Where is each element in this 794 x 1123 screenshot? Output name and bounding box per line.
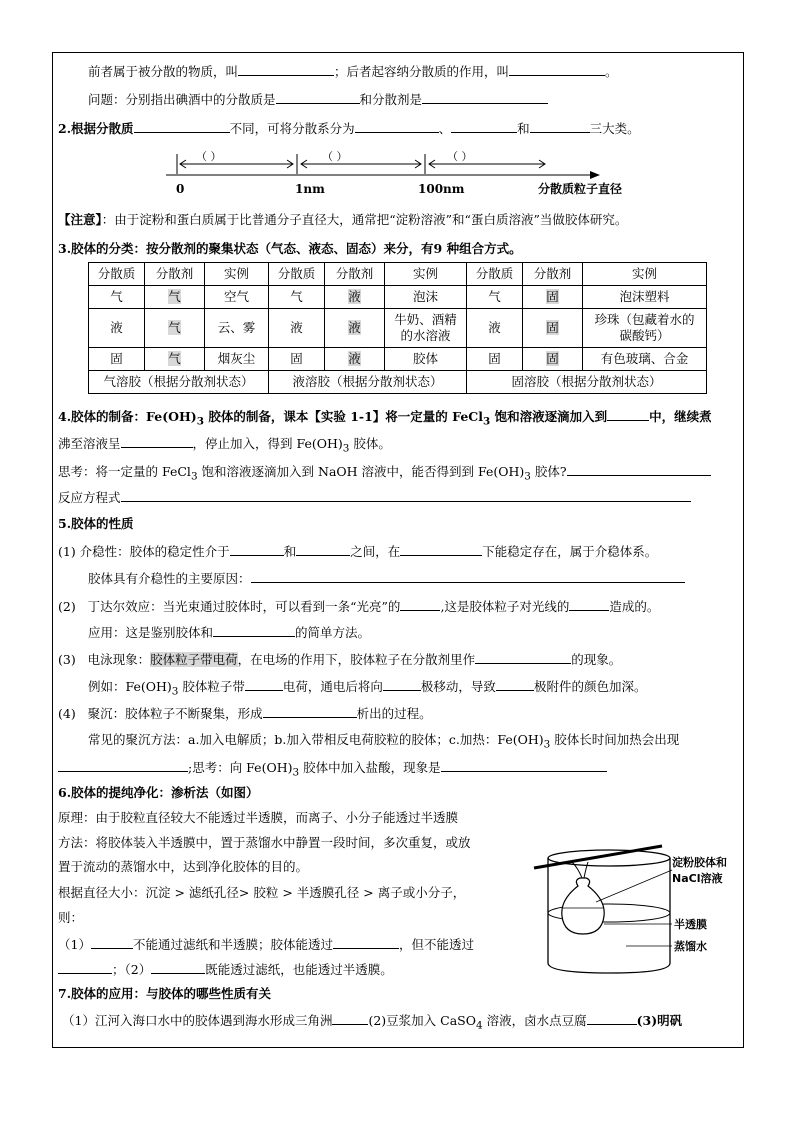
- blank[interactable]: [607, 408, 649, 421]
- section-3-title: 3.胶体的分类：按分散剂的聚集状态（气态、液态、固态）来分，有9 种组合方式。: [58, 241, 522, 256]
- blank[interactable]: [213, 624, 295, 637]
- table-cell: 有色玻璃、合金: [583, 348, 707, 371]
- table-cell: 气: [467, 286, 523, 309]
- section-4-line-2: 沸至溶液呈 ，停止加入，得到 $Fe(OH)_3$ 胶体。: [58, 436, 391, 455]
- blank[interactable]: [509, 63, 605, 76]
- property-4: (4) 聚沉：胶体粒子不断聚集，形成 析出的过程。: [58, 706, 432, 721]
- blank[interactable]: [251, 570, 685, 583]
- blank[interactable]: [530, 120, 590, 133]
- blank[interactable]: [245, 678, 283, 691]
- label-axis-title: 分散质粒子直径: [538, 182, 623, 196]
- blank[interactable]: [400, 598, 440, 611]
- table-cell: 泡沫: [385, 286, 467, 309]
- table-cell: 液: [325, 309, 385, 348]
- label-nacl: NaCl溶液: [672, 872, 723, 885]
- blank[interactable]: [333, 936, 399, 949]
- table-cell: 液: [325, 286, 385, 309]
- section-4-line-1: 4.胶体的制备：$Fe(OH)_3$ 胶体的制备，课本【实验 1-1】将一定量的 FeCl$_3$ 饱和溶液逐滴加入到 中，继续煮: [58, 409, 712, 428]
- property-3-example: 例如：$Fe(OH)_3$ 胶体粒子带 电荷，通电后将向 极移动，导致 极附件的颜色加深。: [88, 679, 647, 698]
- property-4-think: ;思考：向 $Fe(OH)_3$ 胶体中加入盐酸，现象是: [58, 759, 607, 781]
- blank[interactable]: [355, 120, 439, 133]
- property-4-methods: 常见的聚沉方法：a.加入电解质；b.加入带相反电荷胶粒的胶体；c.加热：$Fe(OH)_3$ 胶体长时间加热会出现: [88, 732, 680, 751]
- table-cell: 液: [325, 348, 385, 371]
- blank[interactable]: [587, 1012, 637, 1025]
- blank[interactable]: [151, 961, 205, 974]
- section-6-then: 则：: [58, 910, 84, 925]
- table-row: [89, 286, 707, 309]
- table-cell: 液: [89, 309, 145, 348]
- size-number-line: [160, 146, 640, 196]
- label-100nm: 100nm: [418, 182, 465, 196]
- footer-cell: 液溶胶（根据分散剂状态）: [269, 371, 467, 394]
- table-cell: 泡沫塑料: [583, 286, 707, 309]
- table-header-row: [89, 263, 707, 286]
- property-1: (1) 介稳性：胶体的稳定性介于 和 之间，在 下能稳定存在，属于介稳体系。: [58, 544, 658, 559]
- blank[interactable]: [58, 759, 188, 772]
- intro-line: 前者属于被分散的物质，叫 ；后者起容纳分散质的作用，叫 。: [88, 64, 618, 79]
- blank[interactable]: [422, 91, 548, 104]
- table-cell: 气: [145, 286, 205, 309]
- table-cell: 气: [269, 286, 325, 309]
- header-cell: 分散质: [269, 263, 325, 286]
- table-cell: 气: [89, 286, 145, 309]
- footer-cell: 气溶胶（根据分散剂状态）: [89, 371, 269, 394]
- membrane-bag-icon: [562, 878, 604, 934]
- header-cell: 实例: [583, 263, 707, 286]
- blank[interactable]: [400, 543, 482, 556]
- property-3: (3) 电泳现象：胶体粒子带电荷，在电场的作用下，胶体粒子在分散剂里作 的现象。: [58, 652, 622, 667]
- property-1-reason: 胶体具有介稳性的主要原因：: [88, 570, 685, 587]
- header-cell: 分散质: [467, 263, 523, 286]
- label-1nm: 1nm: [295, 182, 325, 196]
- range-paren-1: （ ）: [196, 150, 222, 163]
- blank[interactable]: [238, 63, 334, 76]
- table-cell: 固: [523, 309, 583, 348]
- property-2: (2) 丁达尔效应：当光束通过胶体时，可以看到一条“光亮”的 ,这是胶体粒子对光线的 造成的。: [58, 599, 660, 614]
- table-cell: 气: [145, 348, 205, 371]
- section-6-method-1: 方法：将胶体装入半透膜中，置于蒸馏水中静置一段时间，多次重复，或放: [58, 835, 471, 850]
- dispersion-table: [88, 262, 707, 394]
- blank[interactable]: [230, 543, 284, 556]
- section-4-think: 思考：将一定量的 FeCl$_3$ 饱和溶液逐滴加入到 NaOH 溶液中，能否得到到 $Fe(OH)_3$ 胶体?: [58, 463, 711, 485]
- table-cell: 云、雾: [205, 309, 269, 348]
- section-7-line: （1）江河入海口水中的胶体遇到海水形成三角洲 (2)豆浆加入 CaSO$_4$ 溶液，卤水点豆腐 (3)明矾: [62, 1013, 683, 1032]
- table-row: [89, 348, 707, 371]
- table-cell: 固: [89, 348, 145, 371]
- blank[interactable]: [134, 120, 230, 133]
- section-6-title: 6.胶体的提纯净化：渗析法（如图）: [58, 785, 259, 800]
- header-cell: 分散质: [89, 263, 145, 286]
- header-cell: 分散剂: [523, 263, 583, 286]
- blank[interactable]: [475, 651, 571, 664]
- section-7-title: 7.胶体的应用：与胶体的哪些性质有关: [58, 986, 272, 1001]
- table-cell: 固: [269, 348, 325, 371]
- blank[interactable]: [332, 1012, 368, 1025]
- blank[interactable]: [121, 489, 691, 502]
- blank[interactable]: [441, 759, 607, 772]
- section-6-size: 根据直径大小：沉淀 > 滤纸孔径> 胶粒 > 半透膜孔径 > 离子或小分子，: [58, 885, 466, 900]
- footer-cell: 固溶胶（根据分散剂状态）: [467, 371, 707, 394]
- blank[interactable]: [91, 936, 133, 949]
- header-cell: 实例: [385, 263, 467, 286]
- string: [584, 862, 588, 878]
- table-cell: 固: [467, 348, 523, 371]
- table-cell: 液: [467, 309, 523, 348]
- range-paren-2: （ ）: [322, 150, 348, 163]
- blank[interactable]: [296, 543, 350, 556]
- header-cell: 实例: [205, 263, 269, 286]
- blank[interactable]: [58, 961, 112, 974]
- header-cell: 分散剂: [145, 263, 205, 286]
- label-water: 蒸馏水: [674, 940, 707, 953]
- table-cell: 牛奶、酒精的水溶液: [385, 309, 467, 348]
- note-line: 【注意】：由于淀粉和蛋白质属于比普通分子直径大，通常把“淀粉溶液”和“蛋白质溶液”当做胶体研究。: [58, 212, 628, 227]
- table-cell: 固: [523, 286, 583, 309]
- table-cell: 烟灰尘: [205, 348, 269, 371]
- table-cell: 胶体: [385, 348, 467, 371]
- blank[interactable]: [263, 705, 357, 718]
- label-0: 0: [176, 182, 185, 196]
- blank[interactable]: [383, 678, 421, 691]
- blank[interactable]: [276, 91, 360, 104]
- blank[interactable]: [496, 678, 534, 691]
- intro-question: 问题：分别指出碘酒中的分散质是 和分散剂是: [88, 91, 548, 108]
- range-paren-3: （ ）: [447, 150, 473, 163]
- table-cell: 气: [145, 309, 205, 348]
- blank[interactable]: [121, 435, 193, 448]
- section-6-q2: ；（2） 既能透过滤纸，也能透过半透膜。: [58, 961, 393, 978]
- section-2-line: 2.根据分散质 不同，可将分散系分为 、 和 三大类。: [58, 121, 640, 136]
- property-2-application: 应用：这是鉴别胶体和 的简单方法。: [88, 625, 371, 640]
- table-row: [89, 309, 707, 348]
- label-colloid: 淀粉胶体和: [672, 856, 727, 869]
- blank[interactable]: [451, 120, 517, 133]
- dialysis-figure: [530, 838, 740, 978]
- section-5-title: 5.胶体的性质: [58, 516, 134, 531]
- label-membrane: 半透膜: [674, 918, 707, 931]
- section-6-principle: 原理：由于胶粒直径较大不能透过半透膜，而离子、小分子能透过半透膜: [58, 810, 459, 825]
- section-4-equation: 反应方程式: [58, 489, 691, 506]
- table-cell: 液: [269, 309, 325, 348]
- blank[interactable]: [569, 598, 609, 611]
- table-cell: 珍珠（包藏着水的碳酸钙）: [583, 309, 707, 348]
- blank[interactable]: [567, 463, 711, 476]
- axis-arrow: [590, 171, 600, 179]
- table-footer-row: [89, 371, 707, 394]
- table-cell: 固: [523, 348, 583, 371]
- table-cell: 空气: [205, 286, 269, 309]
- section-6-q1: （1） 不能通过滤纸和半透膜；胶体能透过 ，但不能透过: [58, 937, 474, 952]
- header-cell: 分散剂: [325, 263, 385, 286]
- section-6-method-2: 置于流动的蒸馏水中，达到净化胶体的目的。: [58, 859, 309, 874]
- leader-line: [596, 870, 672, 902]
